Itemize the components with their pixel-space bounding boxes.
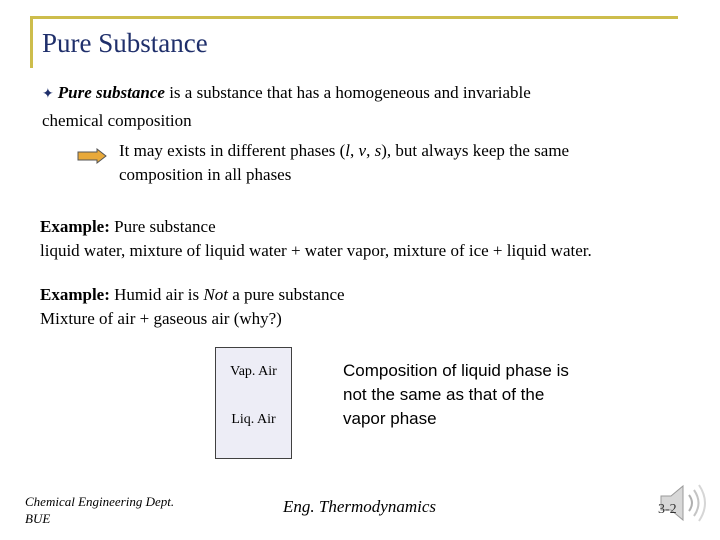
arrow-text-line-2: composition in all phases bbox=[119, 165, 292, 184]
bullet-line-2: chemical composition bbox=[42, 111, 192, 130]
arrow-text-comma-1: , bbox=[350, 141, 359, 160]
frame-top-border bbox=[30, 16, 678, 19]
example-2-line-1 bbox=[40, 282, 345, 308]
diagram-caption bbox=[343, 359, 569, 431]
page-title: Pure Substance bbox=[42, 28, 208, 58]
footer-course: Eng. Thermodynamics bbox=[283, 497, 436, 516]
arrow-text-comma-2: , bbox=[366, 141, 375, 160]
footer-department bbox=[25, 493, 174, 527]
bullet-line-1 bbox=[42, 80, 531, 108]
example-1-line-1 bbox=[40, 214, 216, 240]
bullet-icon: ✦ bbox=[42, 87, 54, 102]
example-2-text-1: Humid air is bbox=[109, 285, 204, 304]
liquid-air-label: Liq. Air bbox=[231, 412, 276, 427]
arrow-text-line-1 bbox=[119, 138, 569, 164]
caption-line-1: Composition of liquid phase is bbox=[343, 361, 569, 380]
example-2-label: Example: bbox=[40, 285, 110, 304]
phase-l: l bbox=[345, 141, 351, 160]
caption-line-2: not the same as that of the bbox=[343, 385, 545, 404]
arrow-text-b: ), but always keep the same bbox=[381, 141, 570, 160]
footer-dept-line-2: BUE bbox=[25, 511, 51, 526]
caption-line-3: vapor phase bbox=[343, 409, 437, 428]
right-arrow-icon bbox=[77, 148, 107, 164]
arrow-text-a: It may exists in different phases ( bbox=[119, 141, 346, 160]
vapor-air-label: Vap. Air bbox=[230, 364, 277, 379]
page-number: 3-2 bbox=[658, 502, 677, 517]
bullet-definition: is a substance that has a homogeneous and invariable bbox=[164, 83, 531, 102]
phase-s: s bbox=[374, 141, 382, 160]
example-2-line-2: Mixture of air + gaseous air (why?) bbox=[40, 309, 282, 328]
footer-dept-line-1: Chemical Engineering Dept. bbox=[25, 494, 175, 509]
not-emphasis: Not bbox=[203, 285, 228, 304]
example-2-text-2: a pure substance bbox=[227, 285, 345, 304]
example-1-label: Example: bbox=[40, 217, 110, 236]
pure-substance-term: Pure substance bbox=[57, 83, 165, 102]
phase-diagram-box bbox=[215, 347, 292, 459]
example-1-line-2: liquid water, mixture of liquid water + water vapor, mixture of ice + liquid water. bbox=[40, 241, 592, 260]
frame-left-border bbox=[30, 16, 33, 68]
phase-v: v bbox=[358, 141, 367, 160]
example-1-text: Pure substance bbox=[109, 217, 216, 236]
